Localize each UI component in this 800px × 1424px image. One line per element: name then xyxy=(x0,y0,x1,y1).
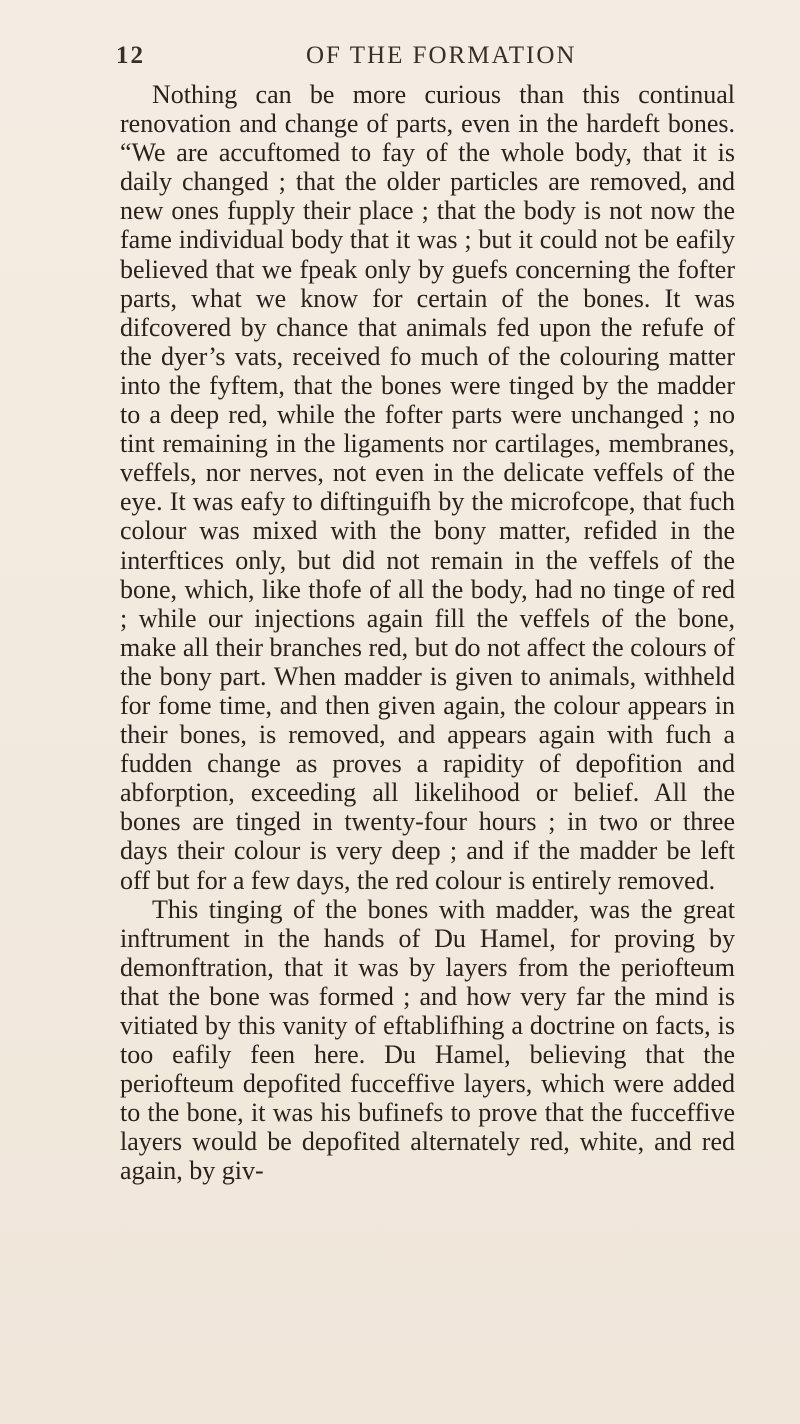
page-number: 12 xyxy=(116,42,145,69)
paragraph: This tinging of the bones with madder, was the great inftrument in the hands of Du Hamel, for proving by demonftration, that it was by layers from the periofteum that the bone was formed ; and how very far the mind is vitiated by this vanity of eftablifhing a doctrine on facts, is too eafily feen here. Du Hamel, believing that the periofteum depofited fucceffive layers, which were added to the bone, it was his bufinefs to prove that the fucceffive layers would be depofited alternately red, white, and red again, by giv- xyxy=(120,894,735,1186)
running-title: OF THE FORMATION xyxy=(306,42,577,69)
paragraph: Nothing can be more curious than this continual renovation and change of parts, even in the hardeft bones. “We are accuftomed to fay of the whole body, that it is daily changed ; that the older particles are removed, and new ones fupply their place ; that the body is not now the fame individual body that it was ; but it could not be eafily believed that we fpeak only by guefs concerning the fofter parts, what we know for certain of the bones. It was difcovered by chance that animals fed upon the refufe of the dyer’s vats, received fo much of the colouring matter into the fyftem, that the bones were tinged by the madder to a deep red, while the fofter parts were unchanged ; no tint remaining in the ligaments nor cartilages, membranes, veffels, nor nerves, not even in the delicate veffels of the eye. It was eafy to diftinguifh by the microfcope, that fuch colour was mixed with the bony matter, refided in the interftices only, but did not remain in the veffels of the bone, which, like thofe of all the body, had no tinge of red ; while our injections again fill the veffels of the bone, make all their branches red, but do not affect the colours of the bony part. When madder is given to animals, withheld for fome time, and then given again, the colour appears in their bones, is removed, and appears again with fuch a fudden change as proves a rapidity of depofition and abforption, exceeding all likelihood or belief. All the bones are tinged in twenty-four hours ; in two or three days their colour is very deep ; and if the madder be left off but for a few days, the red colour is entirely removed. xyxy=(120,80,735,895)
body-text xyxy=(120,80,735,1186)
page-header xyxy=(116,42,740,74)
